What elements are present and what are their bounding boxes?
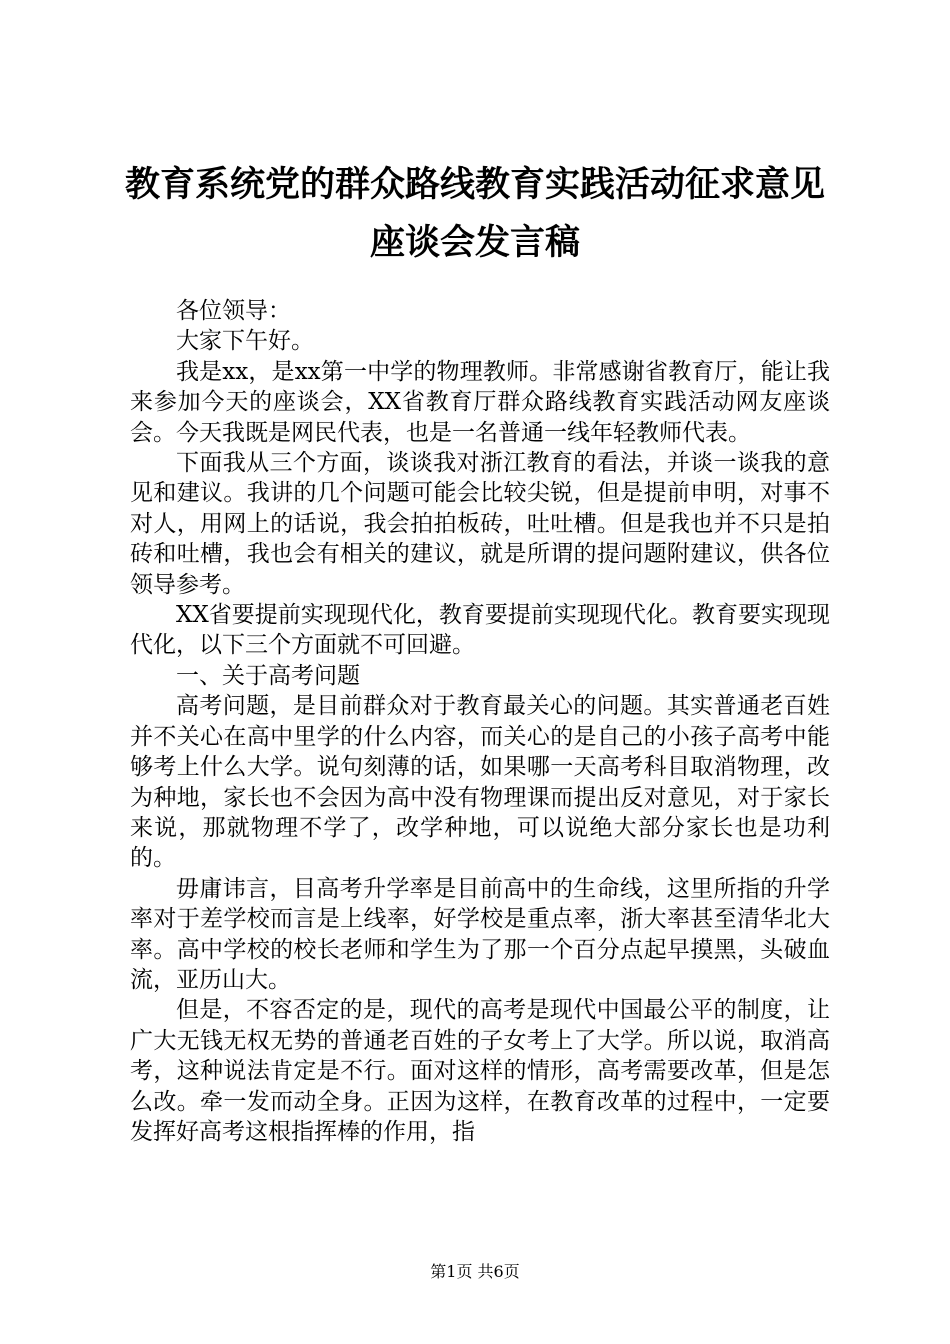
document-title-line1: 教育系统党的群众路线教育实践活动征求意见 [124, 164, 825, 205]
page-footer: 第1页 共6页 [430, 1262, 520, 1281]
paragraph: 高考问题，是目前群众对于教育最关心的问题。其实普通老百姓并不关心在高中里学的什么内容，而关心的是自己的小孩子高考中能够考上什么大学。说句刻薄的话，如果哪一天高考科目取消物理，改为种地，家长也不会因为高中没有物理课而提出反对意见，对于家长来说，那就物理不学了，改学种地，可以说绝大部分家长也是功利的。 [130, 693, 830, 872]
paragraph-greeting: 大家下午好。 [176, 328, 314, 355]
document-body [130, 296, 830, 1147]
paragraph: 我是xx，是xx第一中学的物理教师。非常感谢省教育厅，能让我来参加今天的座谈会，XX省教育厅群众路线教育实践活动网友座谈会。今天我既是网民代表，也是一名普通一线年轻教师代表。 [130, 358, 830, 446]
paragraph: 但是，不容否定的是，现代的高考是现代中国最公平的制度，让广大无钱无权无势的普通老百姓的子女考上了大学。所以说，取消高考，这种说法肯定是不行。面对这样的情形，高考需要改革，但是怎么改。牵一发而动全身。正因为这样，在教育改革的过程中，一定要发挥好高考这根指挥棒的作用，指 [130, 997, 830, 1145]
paragraph: XX省要提前实现现代化，教育要提前实现现代化。教育要实现现代化，以下三个方面就不可回避。 [130, 602, 830, 659]
paragraph-salutation: 各位领导： [176, 298, 291, 324]
paragraph: 下面我从三个方面，谈谈我对浙江教育的看法，并谈一谈我的意见和建议。我讲的几个问题可能会比较尖锐，但是提前申明，对事不对人，用网上的话说，我会拍拍板砖，吐吐槽。但是我也并不只是拍砖和吐槽，我也会有相关的建议，就是所谓的提问题附建议，供各位领导参考。 [130, 450, 830, 598]
paragraph: 毋庸讳言，目高考升学率是目前高中的生命线，这里所指的升学率对于差学校而言是上线率，好学校是重点率，浙大率甚至清华北大率。高中学校的校长老师和学生为了那一个百分点起早摸黑，头破血流，亚历山大。 [130, 875, 830, 993]
section-heading: 一、关于高考问题 [176, 662, 360, 689]
document-title-line2: 座谈会发言稿 [369, 222, 580, 263]
